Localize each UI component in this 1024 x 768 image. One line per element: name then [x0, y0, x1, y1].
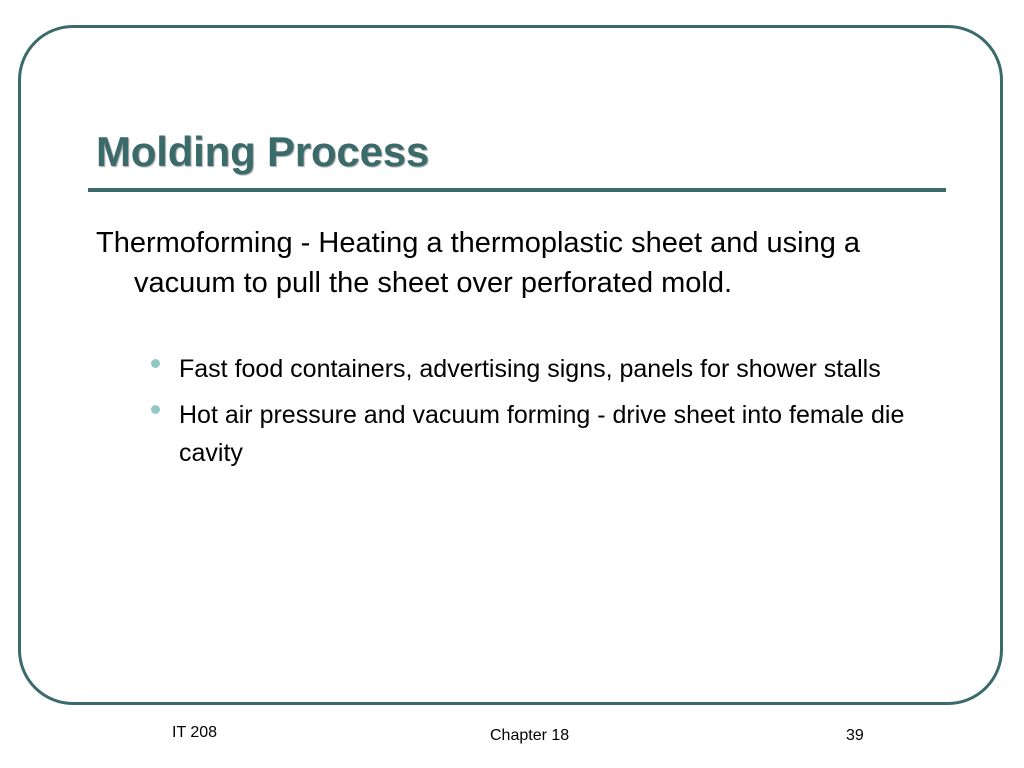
page-number: 39 [846, 727, 864, 744]
footer-course: IT 208 [172, 724, 218, 741]
list-item [146, 396, 946, 472]
bullet-text: Fast food containers, advertising signs, panels for shower stalls [179, 355, 881, 383]
slide-title: Molding Process [96, 128, 430, 175]
footer-chapter: Chapter 18 [490, 727, 570, 744]
list-item [146, 350, 946, 388]
bullet-text: Hot air pressure and vacuum forming - drive sheet into female die cavity [179, 401, 905, 467]
title-underline [88, 188, 946, 192]
body-paragraph: Thermoforming - Heating a thermoplastic sheet and using a vacuum to pull the sheet over perforated mold. [96, 227, 861, 299]
bullet-icon [151, 359, 160, 368]
bullet-list [146, 350, 946, 480]
bullet-icon [151, 405, 160, 414]
